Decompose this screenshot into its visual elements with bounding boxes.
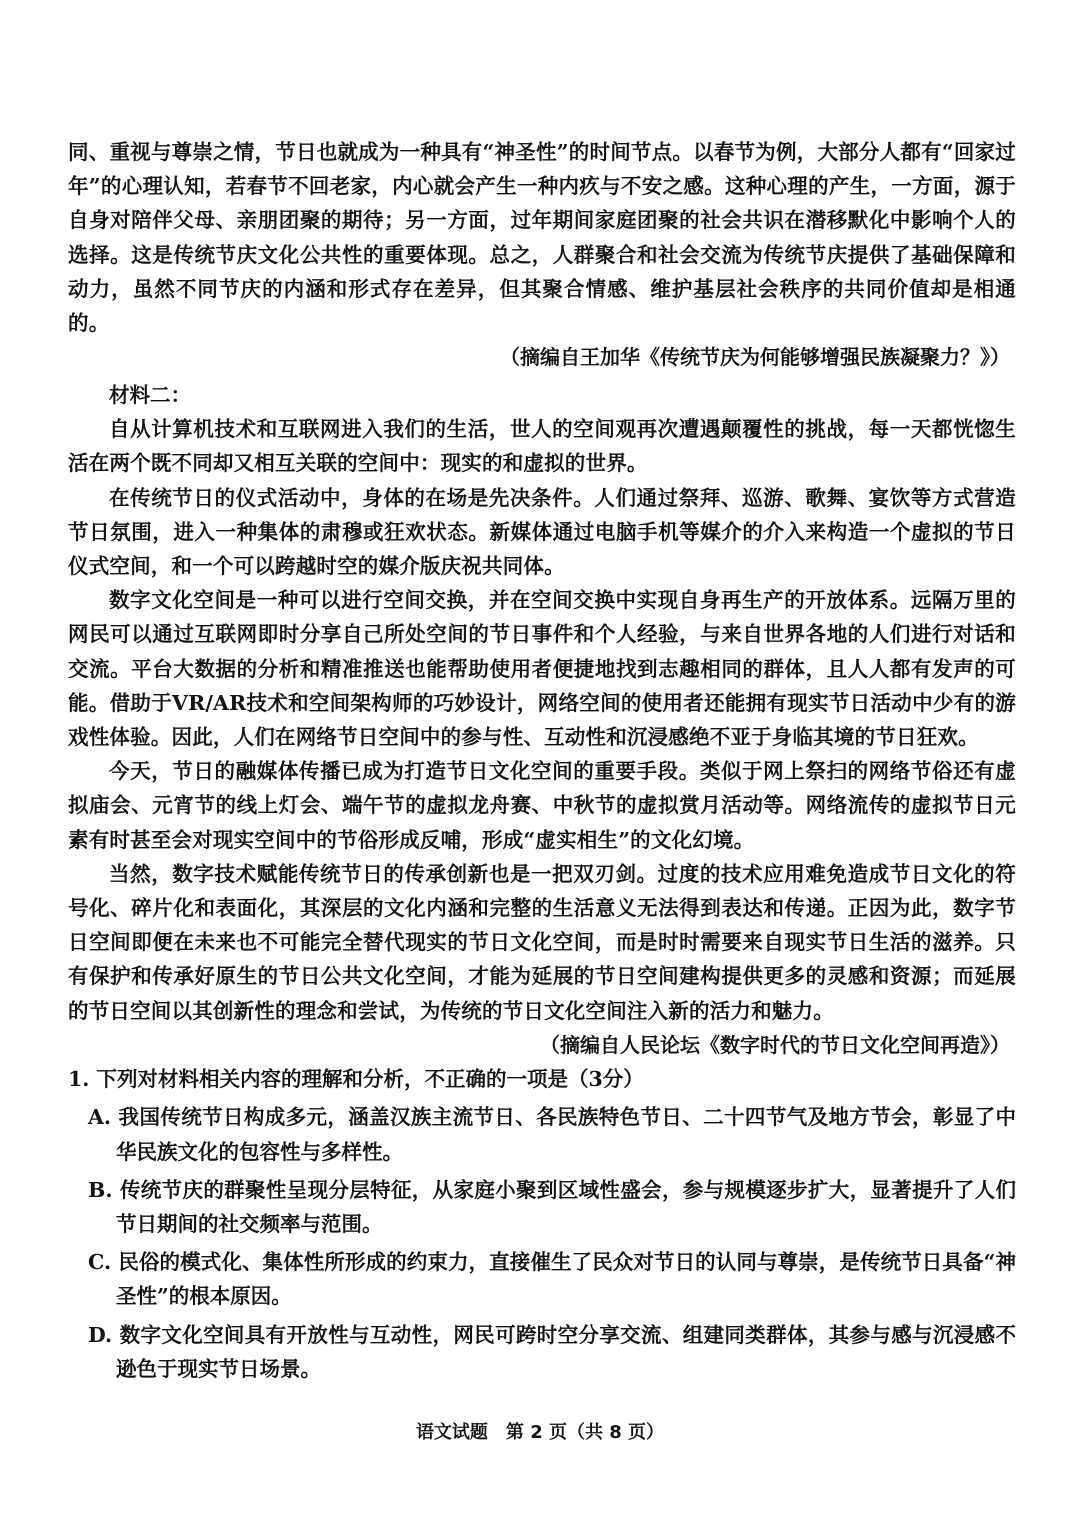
question-1-stem: 1. 下列对材料相关内容的理解和分析，不正确的一项是（3分） — [68, 1066, 644, 1091]
material-two-paragraph-3: 数字文化空间是一种可以进行空间交换，并在空间交换中实现自身再生产的开放体系。远隔万里的网民可以通过互联网即时分享自己所处空间的节日事件和个人经验，与来自世界各地的人们进行对话和交流。平台大数据的分析和精准推送也能帮助使用者便捷地找到志趣相同的群体，且人人都有发声的可能。借助于VR/AR技术和空间架构师的巧妙设计，网络空间的使用者还能拥有现实节日活动中少有的游戏性体验。因此，人们在网络节日空间中的参与性、互动性和沉浸感绝不亚于身临其境的节日狂欢。 — [68, 588, 1016, 750]
page-footer: 语文试题 第 2 页（共 8 页） — [415, 1422, 665, 1443]
material-two-paragraph-2: 在传统节日的仪式活动中，身体的在场是先决条件。人们通过祭拜、巡游、歌舞、宴饮等方式营造节日氛围，进入一种集体的肃穆或狂欢状态。新媒体通过电脑手机等媒介的介入来构造一个虚拟的节日仪式空间，和一个可以跨越时空的媒介版庆祝共同体。 — [68, 485, 1016, 579]
material-two-paragraph-4: 今天，节日的融媒体传播已成为打造节日文化空间的重要手段。类似于网上祭扫的网络节俗还有虚拟庙会、元宵节的线上灯会、端午节的虚拟龙舟赛、中秋节的虚拟赏月活动等。网络流传的虚拟节日元素有时甚至会对现实空间中的节俗形成反哺，形成“虚实相生”的文化幻境。 — [68, 759, 1016, 852]
question-1-option-d: D. 数字文化空间具有开放性与互动性，网民可跨时空分享交流、组建同类群体，其参与感与沉浸感不逊色于现实节日场景。 — [88, 1322, 1016, 1381]
material-one-continuation: 同、重视与尊崇之情，节日也就成为一种具有“神圣性”的时间节点。以春节为例，大部分人都有“回家过年”的心理认知，若春节不回老家，内心就会产生一种内疚与不安之感。这种心理的产生，一方面，源于自身对陪伴父母、亲朋团聚的期待；另一方面，过年期间家庭团聚的社会共识在潜移默化中影响个人的选择。这是传统节庆文化公共性的重要体现。总之，人群聚合和社会交流为传统节庆提供了基础保障和动力，虽然不同节庆的内涵和形式存在差异，但其聚合情感、维护基层社会秩序的共同价值却是相通的。 — [68, 140, 1016, 336]
material-two-paragraph-5: 当然，数字技术赋能传统节日的传承创新也是一把双刃剑。过度的技术应用难免造成节日文化的符号化、碎片化和表面化，其深层的文化内涵和完整的生活意义无法得到表达和传递。正因为此，数字节日空间即便在未来也不可能完全替代现实的节日文化空间，而是时时需要来自现实节日生活的滋养。只有保护和传承好原生的节日公共文化空间，才能为延展的节日空间建构提供更多的灵感和资源；而延展的节日空间以其创新性的理念和尝试，为传统的节日文化空间注入新的活力和魅力。 — [68, 861, 1016, 1023]
material-two-title: 材料二： — [109, 383, 191, 408]
question-1-option-b: B. 传统节庆的群聚性呈现分层特征，从家庭小聚到区域性盛会，参与规模逐步扩大，显著提升了人们节日期间的社交频率与范围。 — [88, 1177, 1016, 1236]
material-two-source: （摘编自人民论坛《数字时代的节日文化空间再造》） — [540, 1032, 1010, 1057]
question-1-option-c: C. 民俗的模式化、集体性所形成的约束力，直接催生了民众对节日的认同与尊崇，是传统节日具备“神圣性”的根本原因。 — [88, 1250, 1016, 1309]
material-two-paragraph-1: 自从计算机技术和互联网进入我们的生活，世人的空间观再次遭遇颠覆性的挑战，每一天都恍惚生活在两个既不同却又相互关联的空间中：现实的和虚拟的世界。 — [68, 417, 1016, 476]
material-one-source: （摘编自王加华《传统节庆为何能够增强民族凝聚力？》） — [500, 345, 1010, 370]
question-1-option-a: A. 我国传统节日构成多元，涵盖汉族主流节日、各民族特色节日、二十四节气及地方节会，彰显了中华民族文化的包容性与多样性。 — [88, 1105, 1016, 1164]
